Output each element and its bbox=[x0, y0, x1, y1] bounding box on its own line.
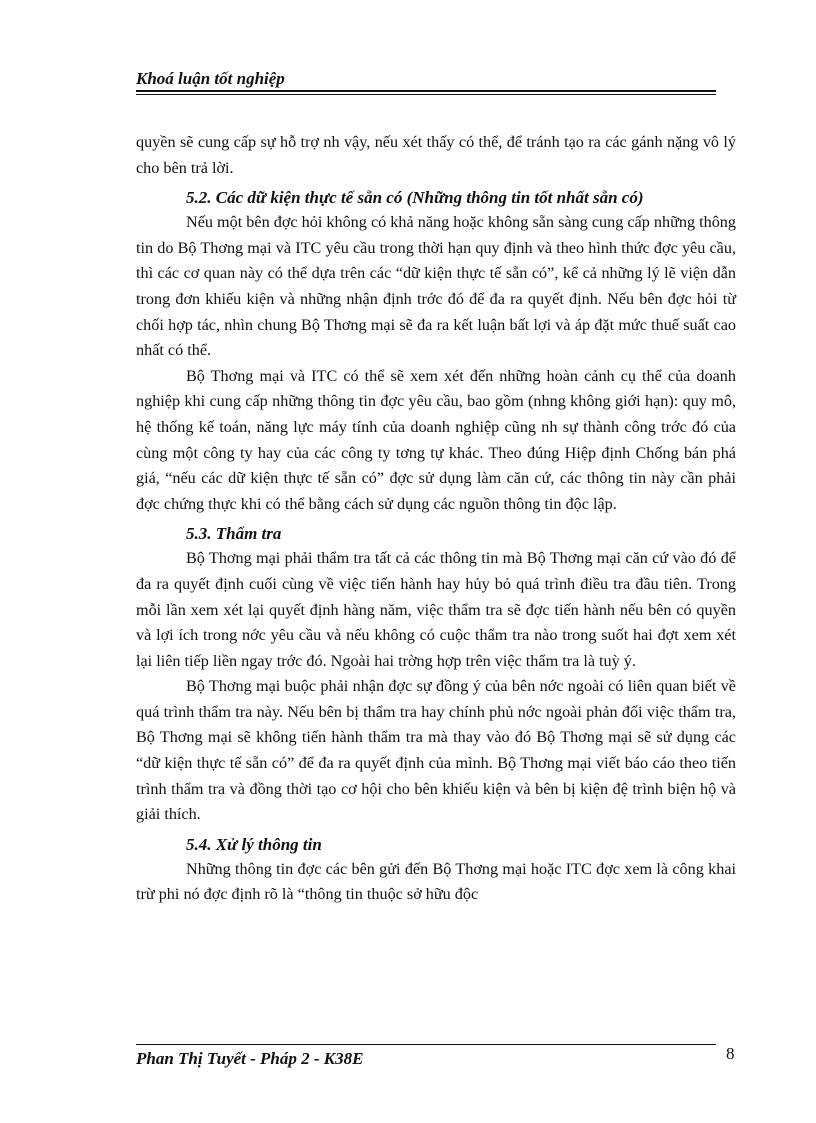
paragraph: Bộ Thơng mại và ITC có thể sẽ xem xét đến những hoàn cảnh cụ thể của doanh nghiệp khi cung cấp những thông tin đợc yêu cầu, bao gồm (nhng không giới hạn): quy mô, hệ thống kế toán, năng lực máy tính của doanh nghiệp cũng nh sự thành công trớc đó của cùng một công ty hay của các công ty tơng tự khác. Theo đúng Hiệp định Chống bán phá giá, “nếu các dữ kiện thực tế sẵn có” đợc sử dụng làm căn cứ, các thông tin này cần phải đợc chứng thực khi có thể bằng cách sử dụng các nguồn thông tin độc lập. bbox=[136, 366, 736, 513]
paragraph: quyền sẽ cung cấp sự hỗ trợ nh vậy, nếu xét thấy có thể, để tránh tạo ra các gánh nặng vô lý cho bên trả lời. bbox=[136, 133, 736, 177]
paragraph: Nếu một bên đợc hỏi không có khả năng hoặc không sẵn sàng cung cấp những thông tin do Bộ Thơng mại và ITC yêu cầu trong thời hạn quy định và theo hình thức đợc yêu cầu, thì các cơ quan này có thể dựa trên các “dữ kiện thực tế sẵn có”, kể cả những lý lẽ viện dẫn trong đơn khiếu kiện và những nhận định trớc đó để đa ra quyết định. Nếu bên đợc hỏi từ chối hợp tác, nhìn chung Bộ Thơng mại sẽ đa ra kết luận bất lợi và áp đặt mức thuế suất cao nhất có thể. bbox=[136, 213, 736, 360]
paragraph: Bộ Thơng mại buộc phải nhận đợc sự đồng ý của bên nớc ngoài có liên quan biết về quá trình thẩm tra này. Nếu bên bị thẩm tra hay chính phủ nớc ngoài phản đối việc thẩm tra, Bộ Thơng mại sẽ không tiến hành thẩm tra mà thay vào đó Bộ Thơng mại sẽ sử dụng các “dữ kiện thực tế sẵn có” để đa ra quyết định của mình. Bộ Thơng mại viết báo cáo theo tiến trình thẩm tra và đồng thời tạo cơ hội cho bên khiếu kiện và bên bị kiện đệ trình biện hộ và giải thích. bbox=[136, 677, 736, 824]
footer-rule bbox=[136, 1044, 716, 1045]
section-heading-5-4: 5.4. Xử lý thông tin bbox=[186, 834, 322, 854]
footer-author: Phan Thị Tuyết - Pháp 2 - K38E bbox=[136, 1049, 364, 1068]
section-heading-5-3: 5.3. Thẩm tra bbox=[186, 524, 282, 544]
paragraph: Những thông tin đợc các bên gửi đến Bộ Thơng mại hoặc ITC đợc xem là công khai trừ phi nó đợc định rõ là “thông tin thuộc sở hữu độc bbox=[136, 859, 736, 904]
section-heading-5-2: 5.2. Các dữ kiện thực tế sẵn có (Những thông tin tốt nhất sẵn có) bbox=[186, 188, 644, 208]
header-rule-thin bbox=[136, 94, 716, 95]
page-body bbox=[136, 130, 736, 908]
paragraph: Bộ Thơng mại phải thẩm tra tất cả các thông tin mà Bộ Thơng mại căn cứ vào đó để đa ra quyết định cuối cùng về việc tiến hành hay hủy bỏ quá trình điều tra đầu tiên. Trong mỗi lần xem xét lại quyết định hàng năm, việc thẩm tra sẽ đợc tiến hành nếu bên có quyền và lợi ích trong nớc yêu cầu và nếu không có cuộc thẩm tra nào trong suốt hai đợt xem xét lại liên tiếp liền ngay trớc đó. Ngoài hai trờng hợp trên việc thẩm tra là tuỳ ý. bbox=[136, 549, 736, 670]
page-number: 8 bbox=[726, 1044, 735, 1063]
header-rule bbox=[136, 90, 716, 92]
running-header: Khoá luận tốt nghiệp bbox=[136, 69, 285, 88]
